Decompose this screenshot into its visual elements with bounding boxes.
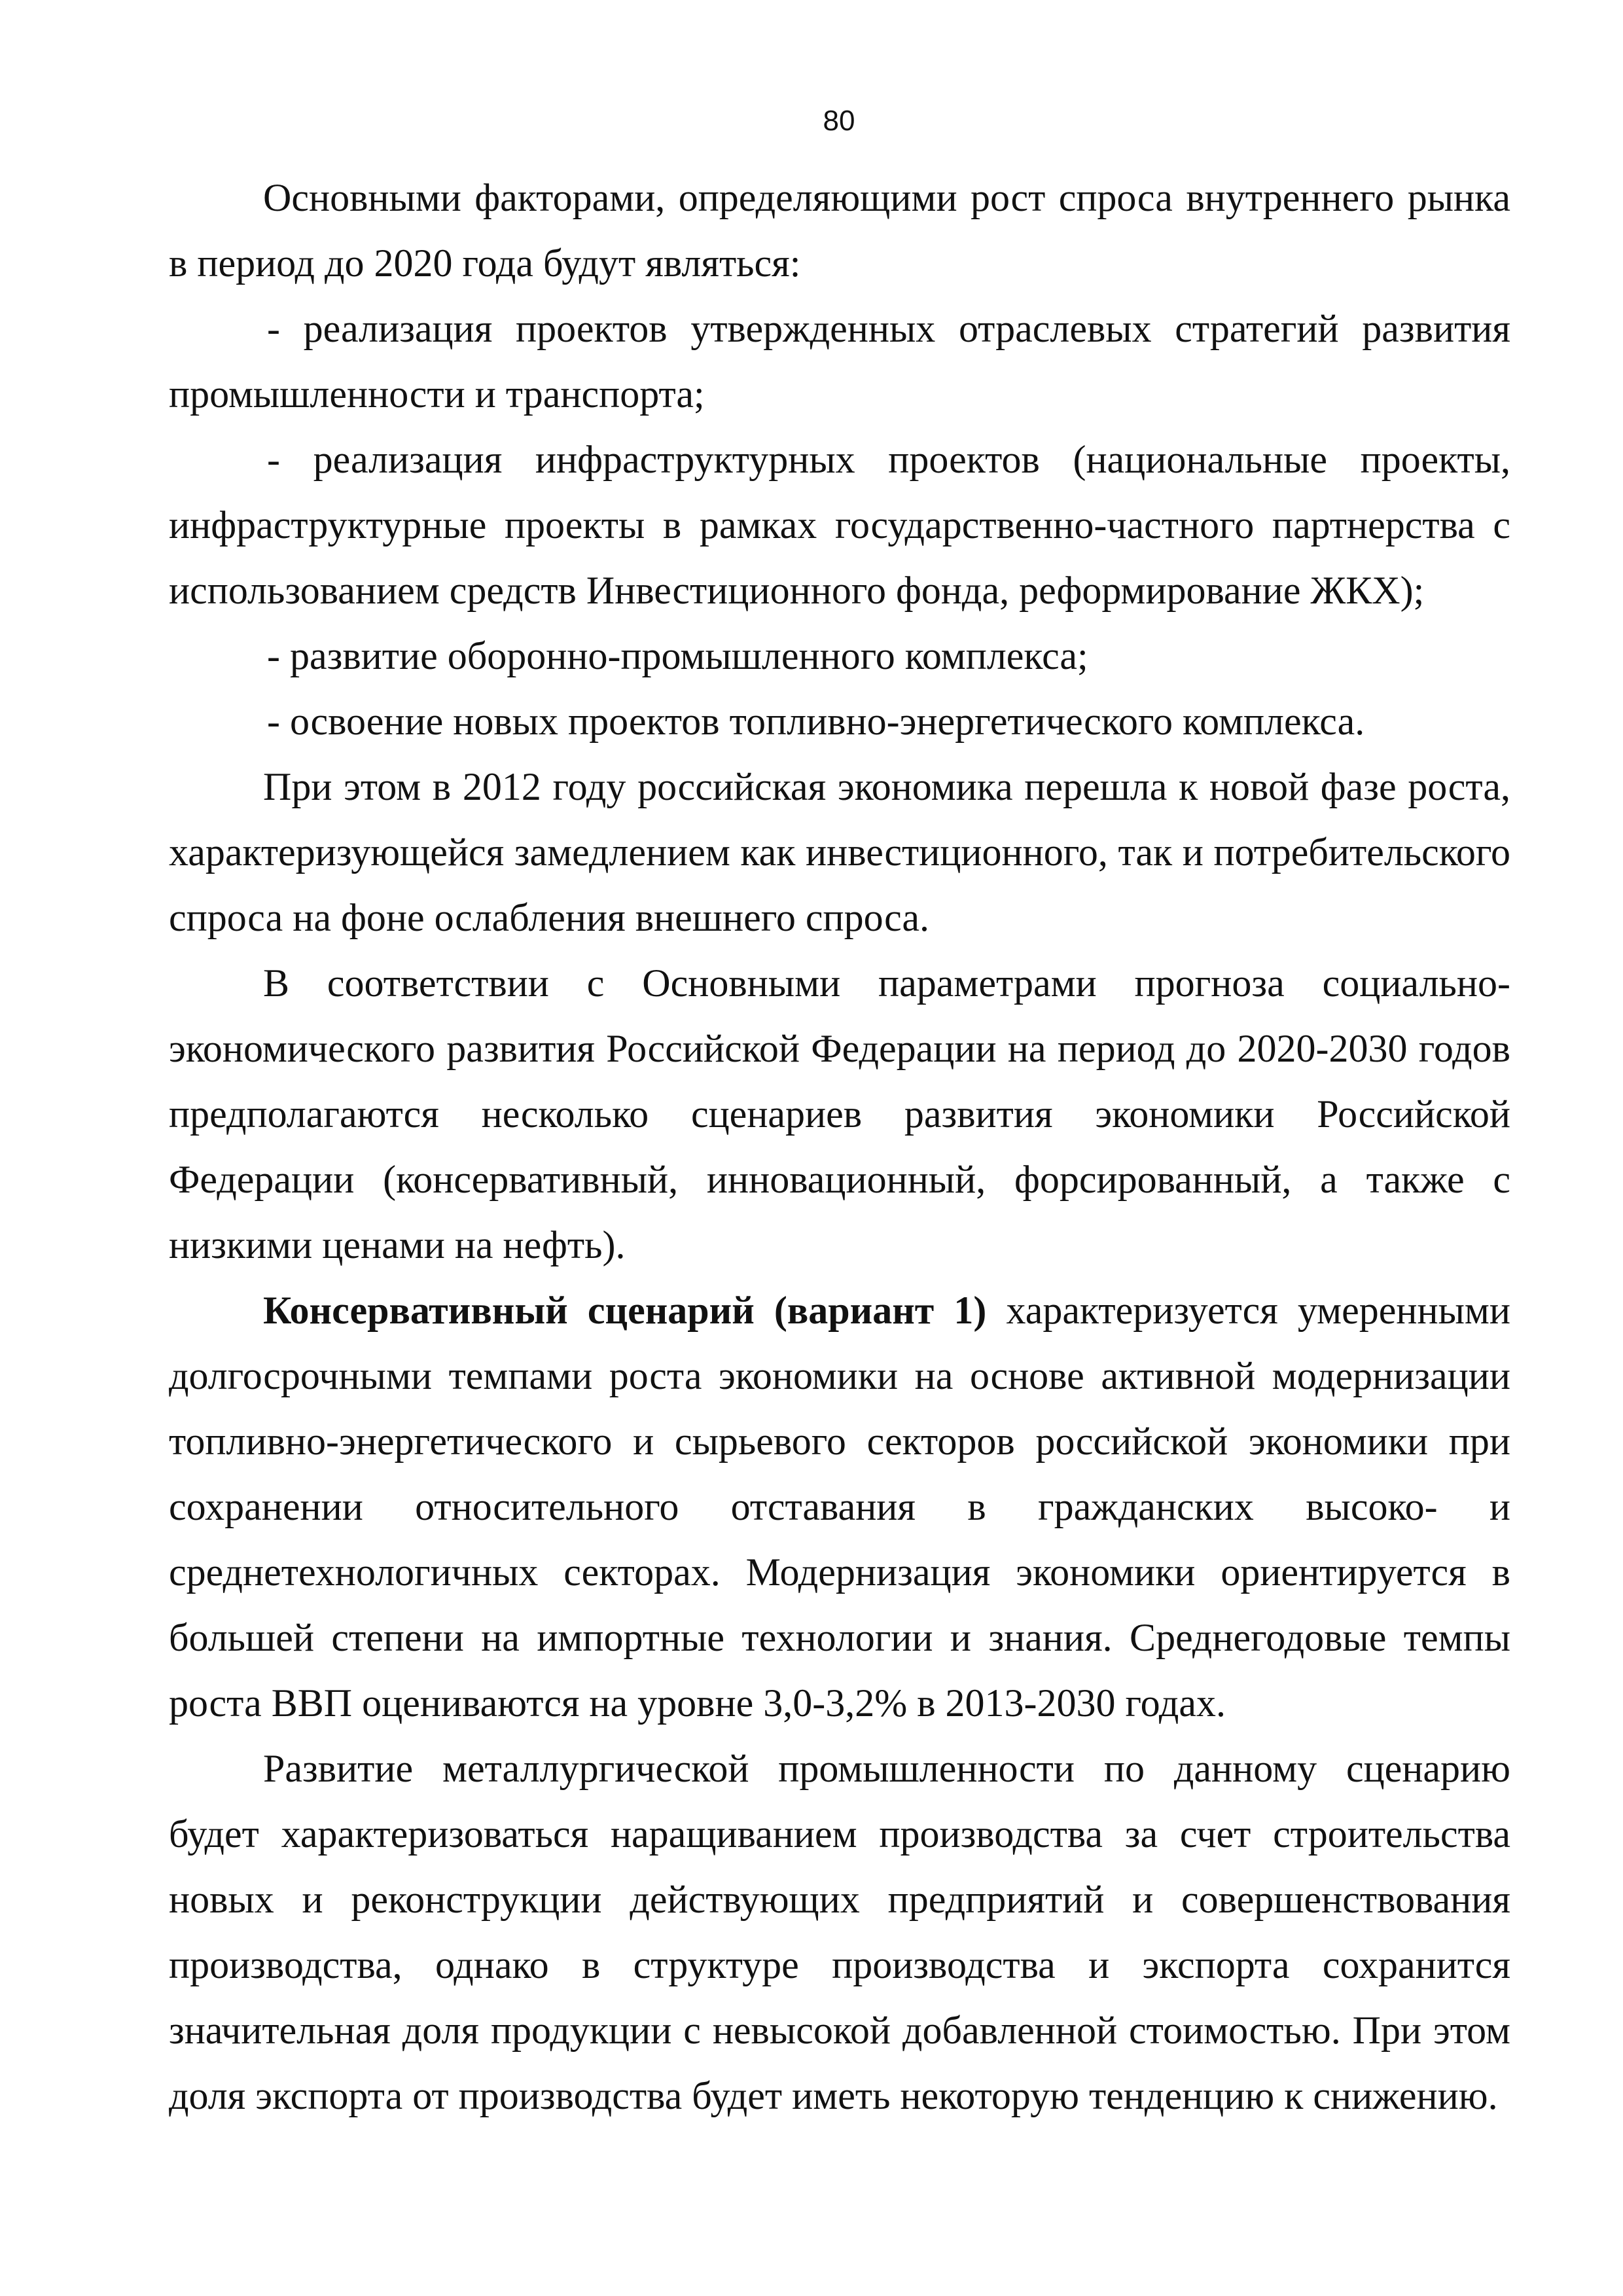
scenario-heading: Консервативный сценарий (вариант 1) xyxy=(263,1289,987,1332)
list-item-industry-strategies: - реализация проектов утвержденных отраслевых стратегий развития промышленности и транспорта; xyxy=(169,307,1510,416)
body-text xyxy=(169,165,1510,2128)
paragraph-metallurgy-development: Развитие металлургической промышленности по данному сценарию будет характеризоваться наращиванием производства за счет строительства новых и реконструкции действующих предприятий и совершенствования производства, однако в структуре производства и экспорта сохранится значительная доля продукции с невысокой добавленной стоимостью. При этом доля экспорта от производства будет иметь некоторую тенденцию к снижению. xyxy=(169,1747,1510,2117)
page-number: 80 xyxy=(823,105,855,137)
list-item-infrastructure-projects: - реализация инфраструктурных проектов (национальные проекты, инфраструктурные проекты в рамках государственно-частного партнерства с использованием средств Инвестиционного фонда, реформирование ЖКХ); xyxy=(169,438,1510,612)
paragraph-2012-growth-phase: При этом в 2012 году российская экономика перешла к новой фазе роста, характеризующейся замедлением как инвестиционного, так и потребительского спроса на фоне ослабления внешнего спроса. xyxy=(169,765,1510,939)
paragraph-conservative-scenario xyxy=(169,1278,1510,1736)
list-item-fuel-energy-projects: - освоение новых проектов топливно-энергетического комплекса. xyxy=(267,700,1365,743)
paragraph-forecast-scenarios: В соответствии с Основными параметрами прогноза социально-экономического развития Российской Федерации на период до 2020-2030 годов предполагаются несколько сценариев развития экономики Российской Федерации (консервативный, инновационный, форсированный, а также с низкими ценами на нефть). xyxy=(169,961,1510,1266)
paragraph-factors-intro: Основными факторами, определяющими рост спроса внутреннего рынка в период до 2020 года будут являться: xyxy=(169,176,1510,285)
scenario-description: характеризуется умеренными долгосрочными темпами роста экономики на основе активной модернизации топливно-энергетического и сырьевого секторов российской экономики при сохранении относительного отставания в гражданских высоко- и среднетехнологичных секторах. Модернизация экономики ориентируется в большей степени на импортные технологии и знания. Среднегодовые темпы роста ВВП оцениваются на уровне 3,0-3,2% в 2013-2030 годах. xyxy=(169,1289,1510,1725)
list-item-defense-complex: - развитие оборонно-промышленного комплекса; xyxy=(267,634,1088,677)
